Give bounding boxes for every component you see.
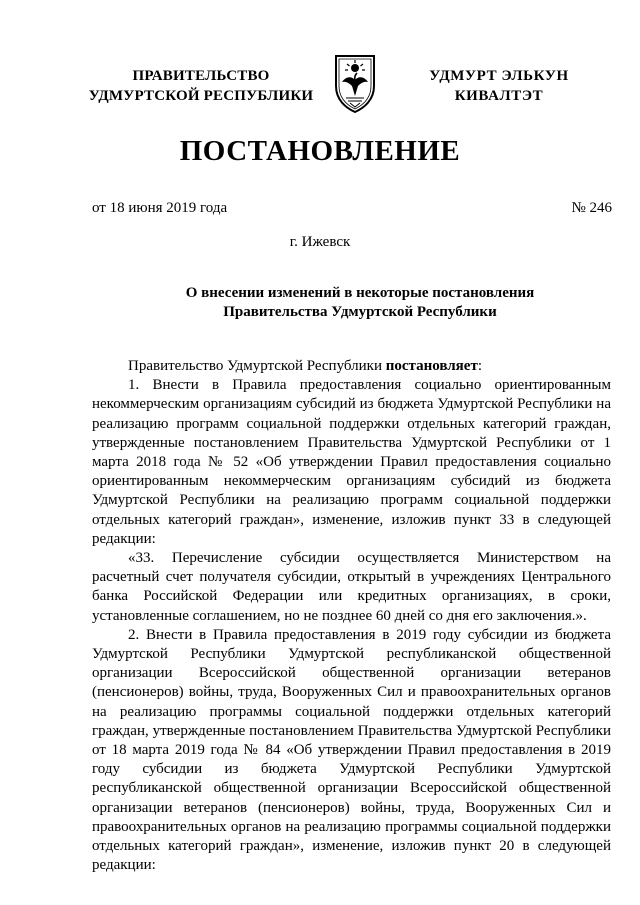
org-name-udmurt-line2: КИВАЛТЭТ bbox=[454, 88, 544, 104]
org-name-russian-line1: ПРАВИТЕЛЬСТВО bbox=[132, 68, 270, 84]
document-body bbox=[92, 357, 611, 875]
org-name-russian bbox=[78, 66, 324, 106]
document-type-heading: ПОСТАНОВЛЕНИЕ bbox=[179, 135, 461, 167]
org-name-russian-line2: УДМУРТСКОЙ РЕСПУБЛИКИ bbox=[88, 88, 314, 104]
quote-33-paragraph: «33. Перечисление субсидии осуществляется Министерством на расчетный счет получателя субсидии, открытый в учреждениях Центрального банка Российской Федерации или кредитных организациях, в сроки, установленные соглашением, но не позднее 60 дней со дня его заключения.». bbox=[92, 550, 611, 624]
intro-suffix: : bbox=[477, 358, 482, 374]
document-city: г. Ижевск bbox=[289, 234, 351, 250]
intro-prefix: Правительство Удмуртской Республики bbox=[128, 358, 386, 374]
org-name-udmurt-line1: УДМУРТ ЭЛЬКУН bbox=[429, 68, 569, 84]
org-name-udmurt bbox=[418, 66, 580, 106]
item-2-paragraph: 2. Внести в Правила предоставления в 2019 году субсидии из бюджета Удмуртской Республики Удмуртской республиканской общественной организации Всероссийской общественной организации ветеранов (пенсионеров) войны, труда, Вооруженных Сил и правоохранительных органов на реализацию программы социальной поддержки отдельных категорий граждан, утвержденные постановлением Правительства Удмуртской Республики от 18 марта 2019 года № 84 «Об утверждении Правил предоставления в 2019 году субсидии из бюджета Удмуртской Республики Удмуртской республиканской общественной организации Всероссийской общественной организации ветеранов (пенсионеров) войны, труда, Вооруженных Сил и правоохранительных органов на реализацию программы социальной поддержки отдельных категорий граждан», изменение, изложив пункт 20 в следующей редакции: bbox=[92, 626, 611, 874]
item-1-paragraph: 1. Внести в Правила предоставления социально ориентированным некоммерческим организациям субсидий из бюджета Удмуртской Республики на реализацию программ социальной поддержки отдельных категорий граждан, утвержденные постановлением Правительства Удмуртской Республики от 1 марта 2018 года № 52 «Об утверждении Правил предоставления социально ориентированным некоммерческим организациям субсидий из бюджета Удмуртской Республики на реализацию программ социальной поддержки отдельных категорий граждан», изменение, изложив пункт 33 в следующей редакции: bbox=[92, 377, 611, 547]
intro-keyword: постановляет bbox=[385, 358, 478, 374]
coat-of-arms-emblem-icon bbox=[330, 52, 380, 114]
intro-paragraph bbox=[92, 357, 611, 376]
document-title-line1: О внесении изменений в некоторые постановления bbox=[185, 285, 535, 301]
document-date: от 18 июня 2019 года bbox=[92, 200, 228, 216]
document-title bbox=[80, 284, 640, 322]
document-title-line2: Правительства Удмуртской Республики bbox=[223, 304, 497, 320]
document-number: № 246 bbox=[571, 200, 612, 216]
